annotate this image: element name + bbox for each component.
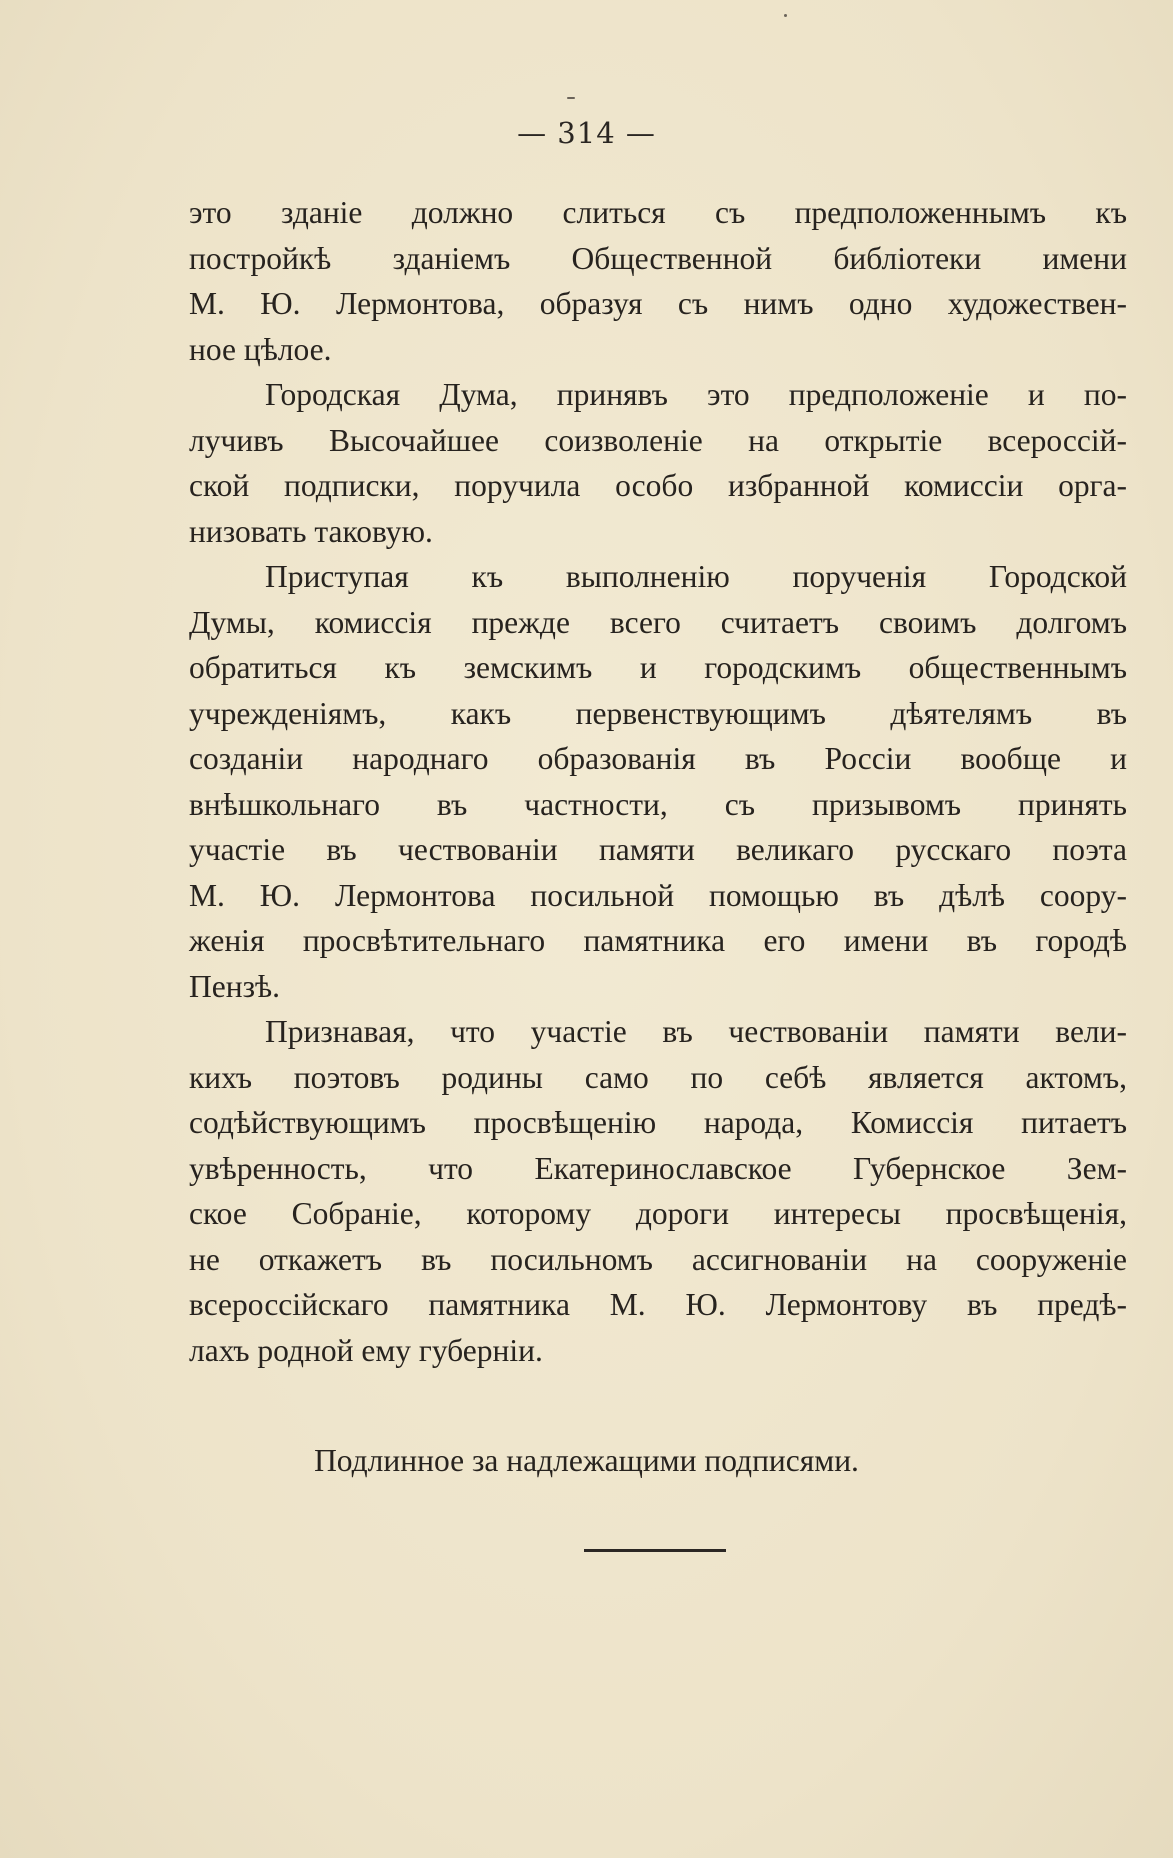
closing-note: Подлинное за надлежащими подписями.	[314, 1443, 859, 1478]
body-text	[189, 190, 1127, 1373]
text-line: М. Ю. Лермонтова, образуя съ нимъ одно художествен-	[189, 286, 1127, 321]
text-line: увѣренность, что Екатеринославское Губернское Зем-	[189, 1150, 1127, 1186]
text-line: учрежденіямъ, какъ первенствующимъ дѣятелямъ въ	[189, 695, 1127, 731]
text-line: не откажетъ въ посильномъ ассигнованіи на сооруженіе	[189, 1241, 1127, 1277]
text-line: лучивъ Высочайшее соизволеніе на открытіе всероссій-	[189, 422, 1127, 458]
text-line: обратиться къ земскимъ и городскимъ общественнымъ	[189, 650, 1127, 685]
text-line: Пензѣ.	[189, 968, 281, 1004]
text-line: внѣшкольнаго въ частности, съ призывомъ принять	[189, 786, 1127, 822]
text-line: Городская Дума, принявъ это предположеніе и по-	[265, 377, 1127, 412]
text-line: всероссійскаго памятника М. Ю. Лермонтову въ предѣ-	[189, 1287, 1127, 1322]
end-rule-divider	[584, 1549, 726, 1552]
text-line: ное цѣлое.	[189, 331, 332, 367]
text-line: женія просвѣтительнаго памятника его имени въ городѣ	[189, 923, 1127, 958]
paragraph	[189, 1009, 1127, 1373]
text-line: низовать таковую.	[189, 513, 433, 549]
text-line: Думы, комиссія прежде всего считаетъ своимъ долгомъ	[189, 604, 1127, 640]
text-line: ской подписки, поручила особо избранной комиссіи орга-	[189, 468, 1127, 503]
text-line: Признавая, что участіе въ чествованіи памяти вели-	[265, 1014, 1127, 1049]
paragraph	[189, 372, 1127, 554]
text-line: это зданіе должно слиться съ предположеннымъ къ	[189, 195, 1127, 230]
print-speck	[567, 97, 575, 99]
text-line: лахъ родной ему губерніи.	[189, 1332, 543, 1368]
page-number: — 314 —	[517, 116, 656, 150]
text-line: кихъ поэтовъ родины само по себѣ является актомъ,	[189, 1059, 1127, 1095]
text-line: постройкѣ зданіемъ Общественной библіотеки имени	[189, 240, 1127, 276]
paragraph	[189, 190, 1127, 372]
print-speck	[784, 14, 787, 17]
text-line: Приступая къ выполненію порученія Городской	[265, 559, 1127, 594]
text-line: содѣйствующимъ просвѣщенію народа, Комиссія питаетъ	[189, 1105, 1127, 1140]
paragraph	[189, 554, 1127, 1009]
text-line: участіе въ чествованіи памяти великаго русскаго поэта	[189, 832, 1127, 867]
text-line: ское Собраніе, которому дороги интересы просвѣщенія,	[189, 1196, 1127, 1231]
text-line: созданіи народнаго образованія въ Россіи вообще и	[189, 741, 1127, 776]
text-line: М. Ю. Лермонтова посильной помощью въ дѣлѣ соору-	[189, 877, 1127, 913]
